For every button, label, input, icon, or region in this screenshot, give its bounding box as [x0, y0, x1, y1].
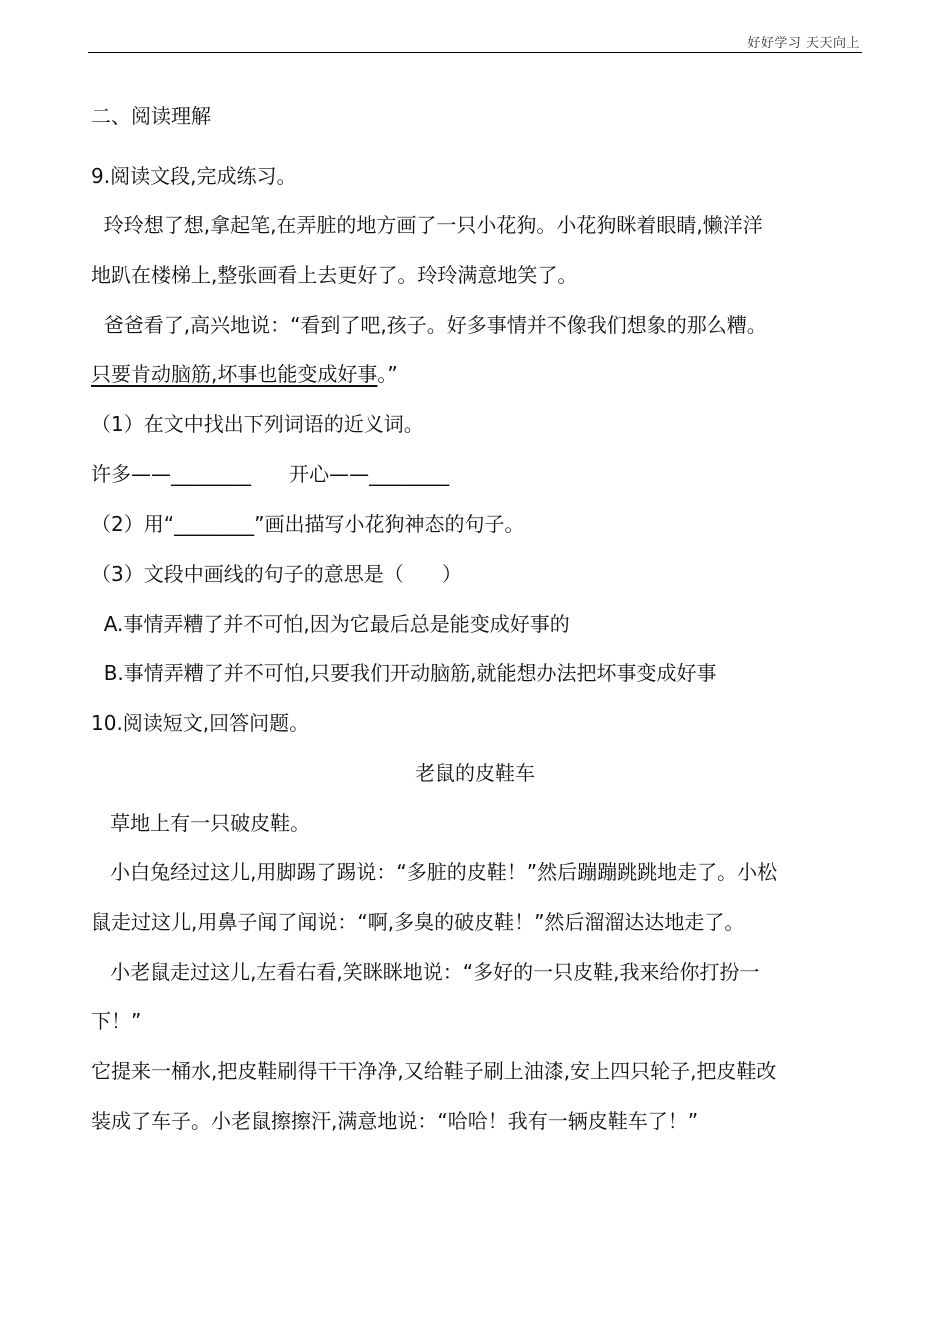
sub-question-2: （2）用“________”画出描写小花狗神态的句子。 — [91, 512, 525, 536]
option-a: A.事情弄糟了并不可怕,因为它最后总是能变成好事的 — [91, 612, 570, 636]
option-b: B.事情弄糟了并不可怕,只要我们开动脑筋,就能想办法把坏事变成好事 — [91, 661, 717, 685]
story-line-3: 鼠走过这儿,用鼻子闻了闻说：“啊,多臭的破皮鞋！”然后溜溜达达地走了。 — [91, 910, 745, 934]
header-text: 好好学习 天天向上 — [747, 36, 860, 51]
story-line-5: 下！” — [91, 1009, 142, 1033]
passage-line-4-tail: 。” — [377, 362, 398, 386]
story-line-2: 小白兔经过这儿,用脚踢了踢说：“多脏的皮鞋！”然后蹦蹦跳跳地走了。小松 — [91, 860, 778, 884]
passage-line-1: 玲玲想了想,拿起笔,在弄脏的地方画了一只小花狗。小花狗眯着眼睛,懒洋洋 — [91, 213, 763, 237]
question-10-prompt: 10.阅读短文,回答问题。 — [91, 711, 310, 735]
section-title: 二、阅读理解 — [91, 104, 211, 128]
passage-line-2: 地趴在楼梯上,整张画看上去更好了。玲玲满意地笑了。 — [91, 263, 578, 287]
story-line-7: 装成了车子。小老鼠擦擦汗,满意地说：“哈哈！我有一辆皮鞋车了！” — [91, 1109, 699, 1133]
passage-line-3: 爸爸看了,高兴地说：“看到了吧,孩子。好多事情并不像我们想象的那么糟。 — [91, 313, 767, 337]
synonym-blanks: 许多——________ 开心——________ — [91, 462, 450, 486]
story-title: 老鼠的皮鞋车 — [415, 761, 535, 785]
story-line-1: 草地上有一只破皮鞋。 — [91, 811, 311, 835]
story-line-6: 它提来一桶水,把皮鞋刷得干干净净,又给鞋子刷上油漆,安上四只轮子,把皮鞋改 — [91, 1059, 777, 1083]
underlined-sentence: 只要肯动脑筋,坏事也能变成好事 — [91, 362, 378, 386]
question-9-prompt: 9.阅读文段,完成练习。 — [91, 164, 297, 188]
header-rule — [88, 52, 862, 53]
sub-question-1: （1）在文中找出下列词语的近义词。 — [91, 412, 424, 436]
story-line-4: 小老鼠走过这儿,左看右看,笑眯眯地说：“多好的一只皮鞋,我来给你打扮一 — [91, 960, 760, 984]
sub-question-3: （3）文段中画线的句子的意思是（ ） — [91, 562, 462, 586]
passage-line-4 — [91, 360, 398, 388]
